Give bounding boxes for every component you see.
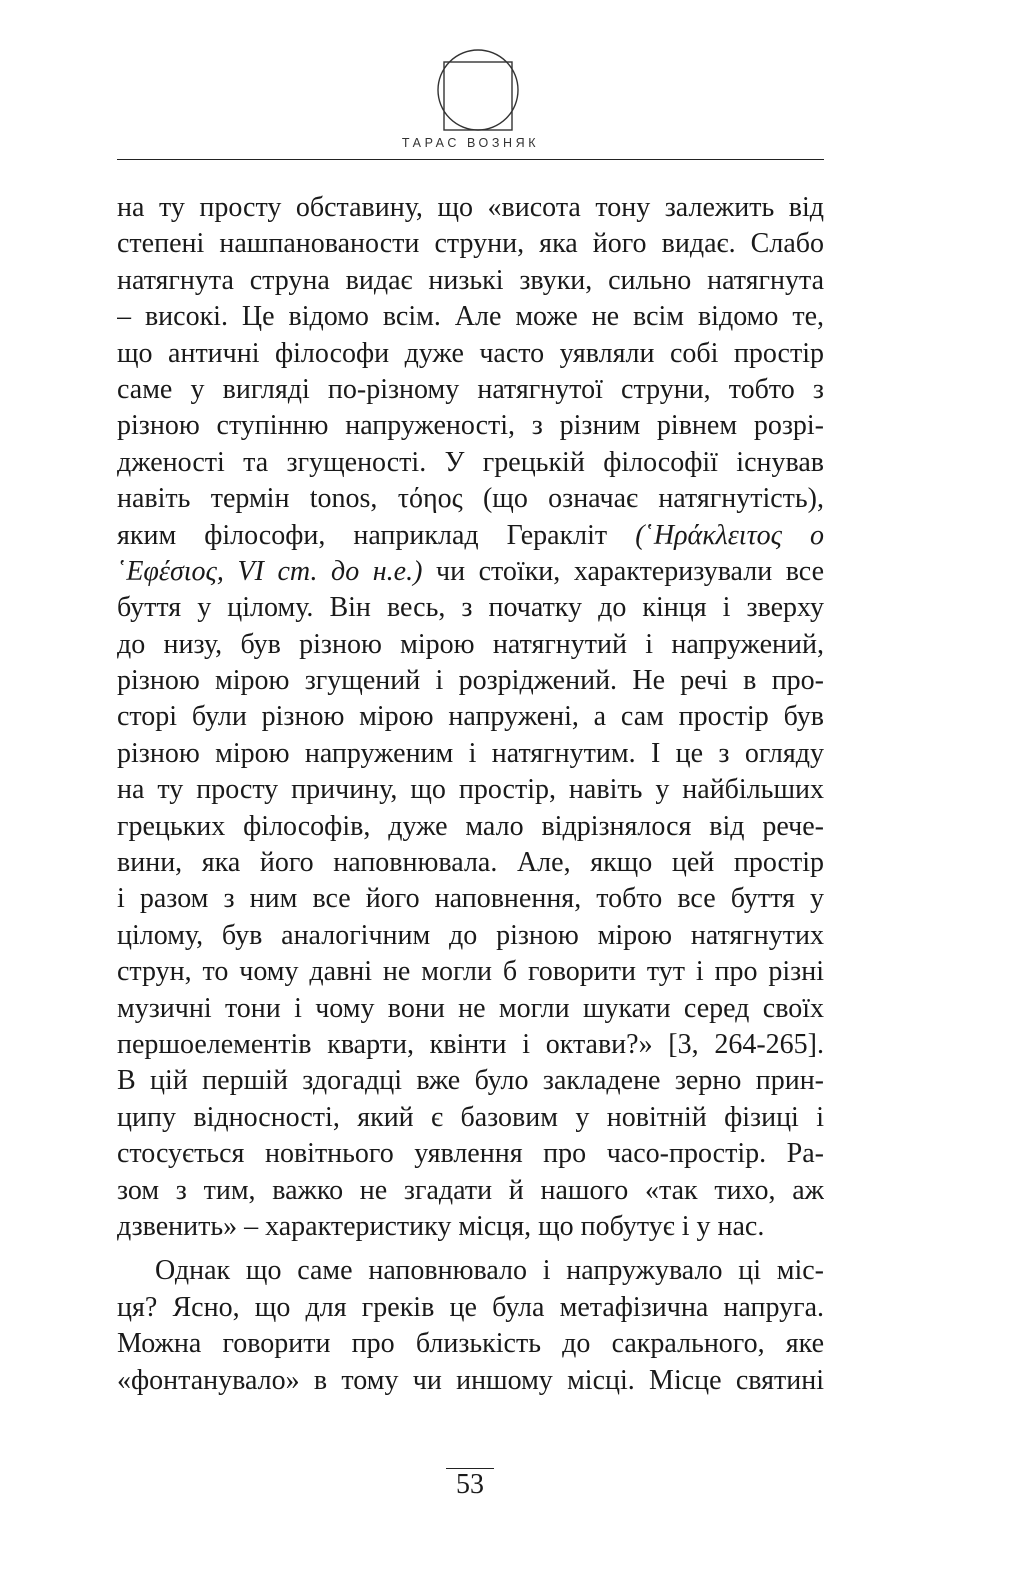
text-line: саме у вигляді по-різному натягнутої струни, тобто з — [117, 373, 824, 405]
text-line: Можна говорити про близькість до сакрального, яке — [117, 1328, 824, 1360]
text-line: степені нашпанованости струни, яка його видає. Слабо — [117, 228, 824, 260]
italic-greek-name: (῾Ηράκλειτος ο — [635, 519, 824, 551]
text-run: чи стоїки, характеризували все — [435, 555, 824, 587]
text-line: на ту просту причину, що простір, навіть у найбільших — [117, 774, 824, 806]
text-line: натягнута струна видає низькі звуки, сильно натягнута — [117, 264, 824, 296]
header-rule — [117, 159, 824, 160]
text-line: стосується новітнього уявлення про часо-простір. Ра- — [117, 1138, 824, 1170]
text-line: – високі. Це відомо всім. Але може не всім відомо те, — [117, 301, 824, 333]
text-line: зом з тим, важко не згадати й нашого «так тихо, аж — [117, 1174, 824, 1206]
text-line: В цій першій здогадці вже було закладене зерно прин- — [117, 1065, 824, 1097]
text-line: ципу відносності, який є базовим у новітній фізиці і — [117, 1101, 824, 1133]
paragraph-first-line: Однак що саме наповнювало і напружувало ці міс- — [155, 1255, 824, 1287]
text-line: струн, то чому давні не могли б говорити тут і про різні — [117, 956, 824, 988]
text-line: першоелементів кварти, квінти і октави?» [3, 264-265]. — [117, 1028, 824, 1060]
italic-greek-name: ῾Εφέσιος, VI ст. до н.е.) — [117, 555, 423, 587]
text-line: цілому, був аналогічним до різною мірою натягнутих — [117, 919, 824, 951]
text-line: навіть термін tonos, τόηος (що означає натягнутість), — [117, 483, 824, 515]
text-line-mixed — [117, 518, 824, 554]
text-line: дженості та згущеності. У грецькій філософії існував — [117, 446, 824, 478]
body-text — [117, 190, 824, 1399]
text-line: і разом з ним все його наповнення, тобто все буття у — [117, 883, 824, 915]
text-line: різною мірою згущений і розріджений. Не речі в про- — [117, 665, 824, 697]
running-head-author: ТАРАС ВОЗНЯК — [401, 136, 540, 150]
text-line: різною ступінню напруженості, з різним рівнем розрі- — [117, 410, 824, 442]
text-line: буття у цілому. Він весь, з початку до кінця і зверху — [117, 592, 824, 624]
text-line: дзвенить» – характеристику місця, що побутує і у нас. — [117, 1210, 765, 1242]
text-line: що античні філософи дуже часто уявляли собі простір — [117, 337, 824, 369]
text-line: «фонтанувало» в тому чи иншому місці. Місце святині — [117, 1364, 824, 1396]
text-line: різною мірою напруженим і натягнутим. І це з огляду — [117, 737, 824, 769]
page-number: 53 — [456, 1469, 484, 1500]
text-line: до низу, був різною мірою натягнутий і напружений, — [117, 628, 824, 660]
text-line: на ту просту обставину, що «висота тону залежить від — [117, 192, 824, 223]
text-line: вини, яка його наповнювала. Але, якщо цей простір — [117, 847, 824, 879]
text-line: музичні тони і чому вони не могли шукати серед своїх — [117, 992, 824, 1024]
text-run: яким філософи, наприклад Геракліт — [117, 519, 608, 551]
text-line: сторі були різною мірою напружені, а сам простір був — [117, 701, 824, 733]
text-line-mixed — [117, 554, 824, 590]
circle-square-emblem-icon — [436, 48, 520, 132]
text-line: грецьких філософів, дуже мало відрізнялося від рече- — [117, 810, 824, 842]
text-line: ця? Ясно, що для греків це була метафізична напруга. — [117, 1291, 824, 1323]
